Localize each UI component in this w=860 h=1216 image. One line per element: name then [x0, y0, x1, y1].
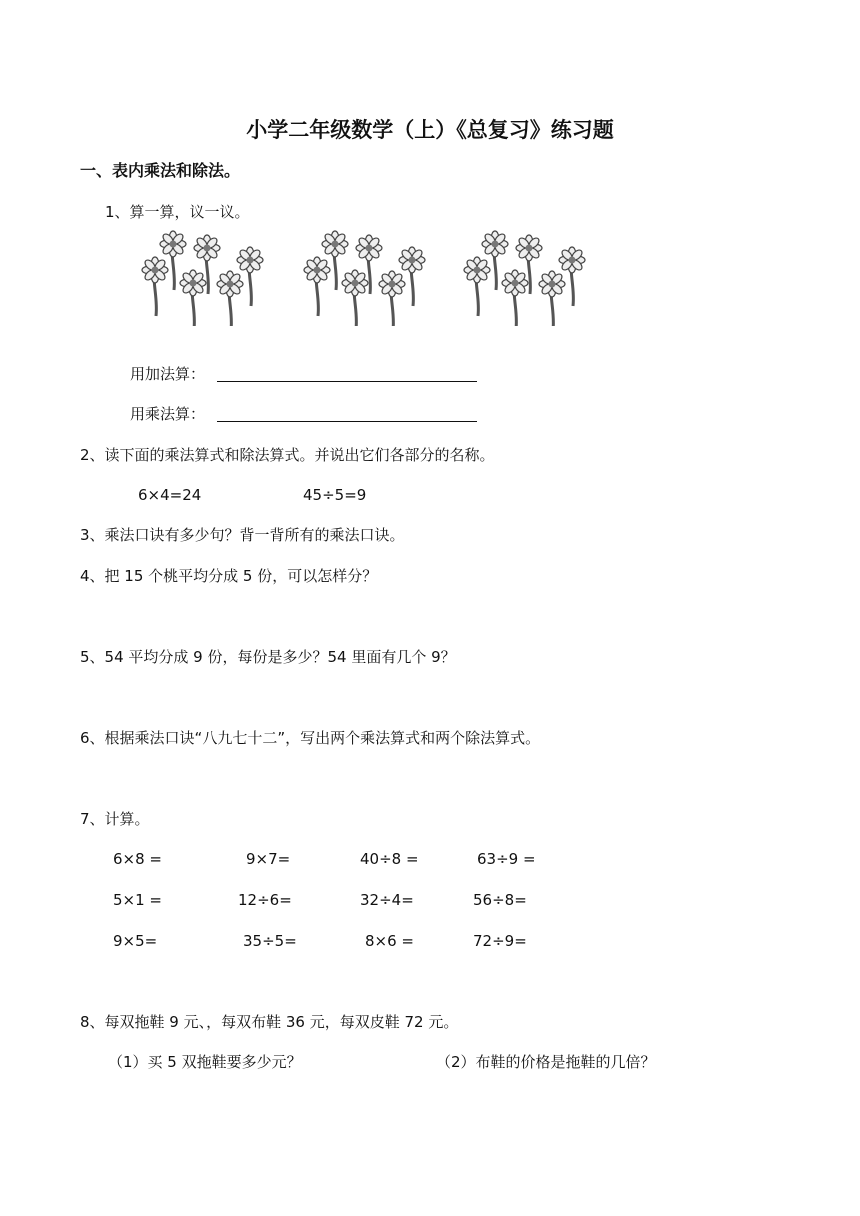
calc-item: 9×5=: [113, 932, 158, 950]
add-label: 用加法算：: [130, 365, 206, 383]
calc-item: 9×7=: [246, 850, 291, 868]
flower-group-2: [304, 231, 425, 326]
calc-item: 56÷8=: [473, 891, 527, 909]
calc-item: 72÷9=: [473, 932, 527, 950]
question-8-part-2: （2）布鞋的价格是拖鞋的几倍？: [436, 1053, 656, 1071]
question-5: 5、54 平均分成 9 份，每份是多少？54 里面有几个 9？: [80, 648, 456, 666]
question-4: 4、把 15 个桃平均分成 5 份，可以怎样分？: [80, 567, 378, 585]
calc-item: 6×8 =: [113, 850, 162, 868]
question-1: 1、算一算，议一议。: [105, 203, 250, 221]
flower-group-1: [142, 231, 263, 326]
calc-item: 12÷6=: [238, 891, 292, 909]
question-3: 3、乘法口诀有多少句？背一背所有的乘法口诀。: [80, 526, 405, 544]
question-6: 6、根据乘法口诀“八九七十二”，写出两个乘法算式和两个除法算式。: [80, 729, 541, 747]
section-heading: 一、表内乘法和除法。: [80, 161, 241, 180]
calc-item: 8×6 =: [365, 932, 414, 950]
mul-label: 用乘法算：: [130, 405, 206, 423]
calc-item: 63÷9 =: [477, 850, 536, 868]
flower-group-3: [464, 231, 585, 326]
mul-answer-line[interactable]: [217, 421, 477, 422]
calc-item: 35÷5=: [243, 932, 297, 950]
calc-item: 40÷8 =: [360, 850, 419, 868]
flower-illustration: [135, 228, 591, 326]
page-title: 小学二年级数学（上）《总复习》练习题: [246, 118, 614, 142]
equation-2: 45÷5=9: [303, 486, 367, 504]
question-7: 7、计算。: [80, 810, 150, 828]
question-8-part-1: （1）买 5 双拖鞋要多少元？: [108, 1053, 302, 1071]
question-8: 8、每双拖鞋 9 元、，每双布鞋 36 元，每双皮鞋 72 元。: [80, 1013, 459, 1031]
equation-1: 6×4=24: [138, 486, 202, 504]
add-answer-line[interactable]: [217, 381, 477, 382]
calc-item: 5×1 =: [113, 891, 162, 909]
calc-item: 32÷4=: [360, 891, 414, 909]
question-2: 2、读下面的乘法算式和除法算式。并说出它们各部分的名称。: [80, 446, 495, 464]
